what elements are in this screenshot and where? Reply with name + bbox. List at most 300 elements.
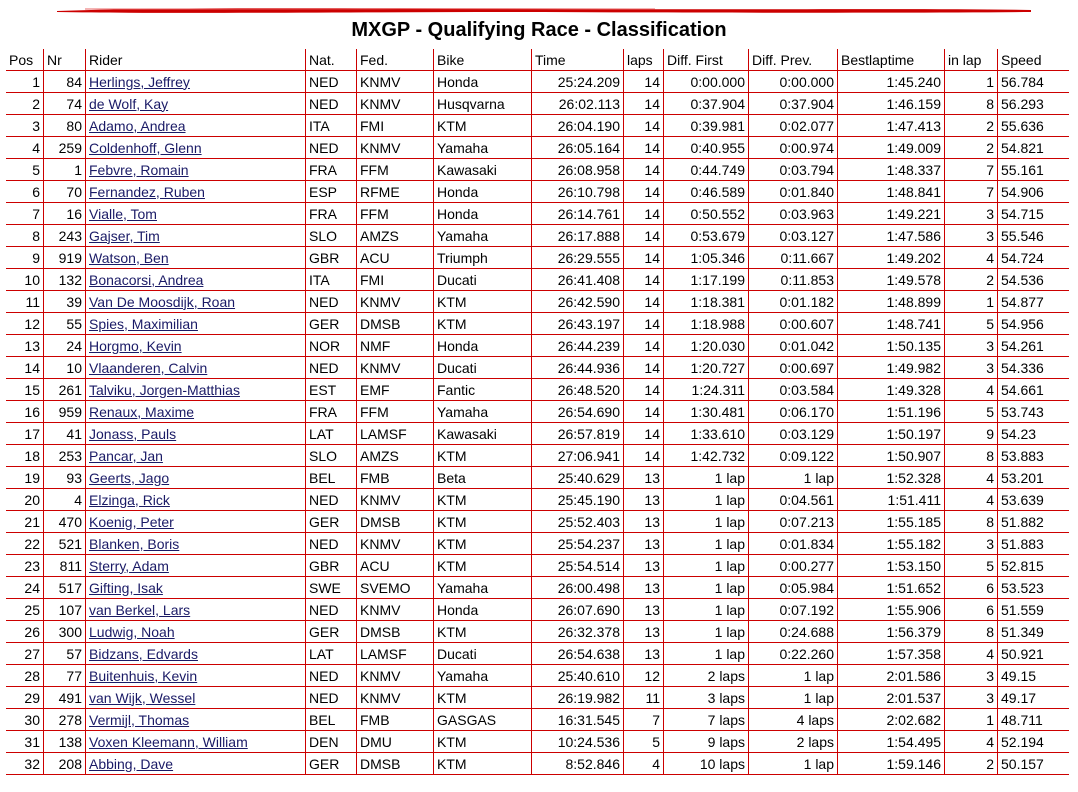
cell-speed: 55.161 (998, 159, 1069, 181)
cell-nat: BEL (306, 467, 357, 489)
column-header-time: Time (532, 49, 624, 71)
cell-nat: GER (306, 621, 357, 643)
cell-bestlaptime: 1:49.982 (838, 357, 945, 379)
cell-time: 25:45.190 (532, 489, 624, 511)
cell-bike: Triumph (434, 247, 532, 269)
cell-speed: 55.546 (998, 225, 1069, 247)
cell-rider (86, 71, 306, 93)
cell-bike: KTM (434, 511, 532, 533)
cell-in-lap: 7 (945, 181, 998, 203)
cell-diff-first: 0:39.981 (664, 115, 749, 137)
rider-link[interactable]: Ludwig, Noah (89, 623, 175, 640)
cell-bestlaptime: 1:47.586 (838, 225, 945, 247)
rider-link[interactable]: Renaux, Maxime (89, 403, 195, 420)
column-header-laps: laps (624, 49, 664, 71)
table-row (6, 599, 1069, 621)
cell-bestlaptime: 1:47.413 (838, 115, 945, 137)
cell-time: 25:24.209 (532, 71, 624, 93)
cell-laps: 14 (624, 379, 664, 401)
cell-time: 26:41.408 (532, 269, 624, 291)
cell-fed: FFM (357, 159, 434, 181)
cell-nat: LAT (306, 643, 357, 665)
cell-diff-first: 1 lap (664, 467, 749, 489)
rider-link[interactable]: Fernandez, Ruben (89, 183, 205, 200)
cell-bike: Kawasaki (434, 423, 532, 445)
rider-link[interactable]: Coldenhoff, Glenn (89, 139, 202, 156)
cell-diff-first: 1:18.381 (664, 291, 749, 313)
cell-diff-prev: 0:37.904 (749, 93, 838, 115)
cell-rider (86, 269, 306, 291)
cell-diff-prev: 0:03.584 (749, 379, 838, 401)
cell-diff-prev: 0:00.000 (749, 71, 838, 93)
cell-bike: Yamaha (434, 401, 532, 423)
cell-pos: 9 (6, 247, 44, 269)
cell-laps: 14 (624, 335, 664, 357)
cell-laps: 14 (624, 181, 664, 203)
cell-diff-first: 1 lap (664, 599, 749, 621)
cell-nr: 39 (44, 291, 86, 313)
cell-bike: Husqvarna (434, 93, 532, 115)
cell-speed: 55.636 (998, 115, 1069, 137)
rider-link[interactable]: Gajser, Tim (89, 227, 160, 244)
rider-link[interactable]: Vialle, Tom (89, 205, 157, 222)
cell-in-lap: 4 (945, 247, 998, 269)
cell-laps: 14 (624, 203, 664, 225)
cell-nat: NED (306, 687, 357, 709)
cell-pos: 1 (6, 71, 44, 93)
rider-link[interactable]: van Berkel, Lars (89, 601, 191, 618)
cell-nat: NED (306, 137, 357, 159)
cell-nat: FRA (306, 159, 357, 181)
cell-rider (86, 555, 306, 577)
table-row (6, 269, 1069, 291)
cell-rider (86, 137, 306, 159)
cell-rider (86, 401, 306, 423)
cell-diff-first: 7 laps (664, 709, 749, 731)
cell-bestlaptime: 1:45.240 (838, 71, 945, 93)
cell-time: 26:32.378 (532, 621, 624, 643)
cell-diff-first: 0:53.679 (664, 225, 749, 247)
cell-fed: AMZS (357, 225, 434, 247)
cell-time: 25:40.610 (532, 665, 624, 687)
column-header-fed: Fed. (357, 49, 434, 71)
cell-rider (86, 533, 306, 555)
cell-fed: KNMV (357, 665, 434, 687)
cell-time: 26:00.498 (532, 577, 624, 599)
cell-pos: 7 (6, 203, 44, 225)
cell-bestlaptime: 1:50.135 (838, 335, 945, 357)
cell-nr: 4 (44, 489, 86, 511)
rider-link[interactable]: Elzinga, Rick (89, 491, 170, 508)
rider-link[interactable]: Voxen Kleemann, William (89, 733, 248, 750)
cell-nr: 208 (44, 753, 86, 775)
cell-pos: 13 (6, 335, 44, 357)
cell-bike: KTM (434, 731, 532, 753)
cell-nr: 57 (44, 643, 86, 665)
cell-fed: DMSB (357, 753, 434, 775)
cell-laps: 13 (624, 467, 664, 489)
cell-fed: FMI (357, 269, 434, 291)
cell-fed: DMSB (357, 621, 434, 643)
cell-pos: 32 (6, 753, 44, 775)
cell-nat: NED (306, 291, 357, 313)
cell-diff-first: 1 lap (664, 643, 749, 665)
cell-rider (86, 753, 306, 775)
cell-bestlaptime: 1:48.741 (838, 313, 945, 335)
cell-laps: 12 (624, 665, 664, 687)
cell-bestlaptime: 1:49.578 (838, 269, 945, 291)
cell-time: 26:05.164 (532, 137, 624, 159)
cell-diff-first: 0:00.000 (664, 71, 749, 93)
cell-diff-prev: 0:11.667 (749, 247, 838, 269)
cell-laps: 14 (624, 269, 664, 291)
cell-nat: NED (306, 71, 357, 93)
cell-laps: 14 (624, 313, 664, 335)
cell-nr: 107 (44, 599, 86, 621)
cell-in-lap: 5 (945, 313, 998, 335)
rider-link[interactable]: Blanken, Boris (89, 535, 180, 552)
rider-link[interactable]: Adamo, Andrea (89, 117, 186, 134)
cell-rider (86, 93, 306, 115)
cell-diff-prev: 0:00.277 (749, 555, 838, 577)
cell-bestlaptime: 1:48.841 (838, 181, 945, 203)
cell-pos: 26 (6, 621, 44, 643)
cell-bike: Yamaha (434, 137, 532, 159)
cell-rider (86, 489, 306, 511)
rider-link[interactable]: Spies, Maximilian (89, 315, 198, 332)
rider-link[interactable]: Herlings, Jeffrey (89, 73, 190, 90)
rider-link[interactable]: Vermijl, Thomas (89, 711, 190, 728)
cell-laps: 14 (624, 357, 664, 379)
cell-diff-first: 1:18.988 (664, 313, 749, 335)
cell-in-lap: 2 (945, 753, 998, 775)
cell-bike: KTM (434, 753, 532, 775)
cell-diff-first: 0:37.904 (664, 93, 749, 115)
cell-nr: 517 (44, 577, 86, 599)
cell-diff-prev: 0:01.834 (749, 533, 838, 555)
cell-rider (86, 467, 306, 489)
cell-laps: 13 (624, 533, 664, 555)
cell-laps: 14 (624, 247, 664, 269)
cell-nr: 77 (44, 665, 86, 687)
classification-table (6, 49, 1069, 775)
cell-nr: 16 (44, 203, 86, 225)
cell-in-lap: 9 (945, 423, 998, 445)
cell-fed: KNMV (357, 71, 434, 93)
cell-time: 27:06.941 (532, 445, 624, 467)
cell-laps: 5 (624, 731, 664, 753)
rider-link[interactable]: van Wijk, Wessel (89, 689, 196, 706)
cell-bestlaptime: 1:48.899 (838, 291, 945, 313)
cell-time: 26:42.590 (532, 291, 624, 313)
cell-time: 26:29.555 (532, 247, 624, 269)
rider-link[interactable]: Buitenhuis, Kevin (89, 667, 198, 684)
cell-speed: 53.883 (998, 445, 1069, 467)
cell-in-lap: 8 (945, 445, 998, 467)
cell-pos: 3 (6, 115, 44, 137)
page-title: MXGP - Qualifying Race - Classification (351, 19, 727, 41)
cell-time: 26:44.936 (532, 357, 624, 379)
cell-bestlaptime: 2:02.682 (838, 709, 945, 731)
cell-in-lap: 6 (945, 577, 998, 599)
table-row (6, 753, 1069, 775)
rider-link[interactable]: Van De Moosdijk, Roan (89, 293, 236, 310)
cell-bestlaptime: 1:50.197 (838, 423, 945, 445)
table-row (6, 467, 1069, 489)
cell-fed: EMF (357, 379, 434, 401)
cell-diff-prev: 0:04.561 (749, 489, 838, 511)
cell-nat: NED (306, 533, 357, 555)
cell-speed: 54.536 (998, 269, 1069, 291)
rider-link[interactable]: Gifting, Isak (89, 579, 163, 596)
cell-diff-first: 1:20.030 (664, 335, 749, 357)
cell-speed: 52.815 (998, 555, 1069, 577)
column-header-diff-prev: Diff. Prev. (749, 49, 838, 71)
cell-in-lap: 6 (945, 599, 998, 621)
table-row (6, 335, 1069, 357)
cell-time: 26:14.761 (532, 203, 624, 225)
cell-nat: SLO (306, 445, 357, 467)
cell-bestlaptime: 1:49.202 (838, 247, 945, 269)
cell-nr: 259 (44, 137, 86, 159)
cell-pos: 25 (6, 599, 44, 621)
rider-link[interactable]: Vlaanderen, Calvin (89, 359, 208, 376)
cell-time: 26:44.239 (532, 335, 624, 357)
column-header-bestlaptime: Bestlaptime (838, 49, 945, 71)
cell-laps: 13 (624, 577, 664, 599)
cell-nr: 811 (44, 555, 86, 577)
cell-speed: 54.715 (998, 203, 1069, 225)
column-header-nat: Nat. (306, 49, 357, 71)
cell-diff-prev: 0:03.127 (749, 225, 838, 247)
rider-link[interactable]: Talviku, Jorgen-Matthias (89, 381, 240, 398)
cell-rider (86, 423, 306, 445)
cell-bestlaptime: 1:53.150 (838, 555, 945, 577)
cell-fed: LAMSF (357, 643, 434, 665)
cell-pos: 23 (6, 555, 44, 577)
cell-time: 8:52.846 (532, 753, 624, 775)
cell-laps: 14 (624, 159, 664, 181)
cell-time: 26:17.888 (532, 225, 624, 247)
rider-link[interactable]: Horgmo, Kevin (89, 337, 182, 354)
cell-rider (86, 445, 306, 467)
cell-speed: 54.821 (998, 137, 1069, 159)
rider-link[interactable]: Bonacorsi, Andrea (89, 271, 204, 288)
cell-bike: Honda (434, 599, 532, 621)
cell-fed: FMI (357, 115, 434, 137)
cell-laps: 13 (624, 621, 664, 643)
cell-diff-prev: 0:00.607 (749, 313, 838, 335)
cell-bike: Honda (434, 71, 532, 93)
cell-in-lap: 7 (945, 159, 998, 181)
cell-diff-first: 0:46.589 (664, 181, 749, 203)
cell-nat: NED (306, 599, 357, 621)
cell-nat: BEL (306, 709, 357, 731)
cell-nr: 10 (44, 357, 86, 379)
rider-link[interactable]: Abbing, Dave (89, 755, 174, 772)
cell-diff-first: 1 lap (664, 577, 749, 599)
cell-time: 16:31.545 (532, 709, 624, 731)
cell-fed: FFM (357, 401, 434, 423)
cell-diff-first: 0:44.749 (664, 159, 749, 181)
cell-bike: KTM (434, 313, 532, 335)
cell-laps: 14 (624, 115, 664, 137)
cell-speed: 54.724 (998, 247, 1069, 269)
cell-rider (86, 357, 306, 379)
cell-nat: NED (306, 357, 357, 379)
cell-diff-prev: 4 laps (749, 709, 838, 731)
table-row (6, 115, 1069, 137)
cell-nat: GER (306, 753, 357, 775)
cell-pos: 21 (6, 511, 44, 533)
cell-diff-first: 0:40.955 (664, 137, 749, 159)
cell-diff-prev: 0:06.170 (749, 401, 838, 423)
cell-laps: 14 (624, 423, 664, 445)
cell-speed: 51.349 (998, 621, 1069, 643)
cell-bestlaptime: 1:56.379 (838, 621, 945, 643)
cell-rider (86, 225, 306, 247)
cell-in-lap: 4 (945, 489, 998, 511)
cell-pos: 8 (6, 225, 44, 247)
cell-nr: 959 (44, 401, 86, 423)
cell-bestlaptime: 1:50.907 (838, 445, 945, 467)
cell-diff-prev: 0:03.963 (749, 203, 838, 225)
cell-time: 26:48.520 (532, 379, 624, 401)
cell-speed: 52.194 (998, 731, 1069, 753)
cell-pos: 27 (6, 643, 44, 665)
cell-time: 26:54.638 (532, 643, 624, 665)
cell-bestlaptime: 1:55.906 (838, 599, 945, 621)
cell-bike: Honda (434, 181, 532, 203)
rider-link[interactable]: Pancar, Jan (89, 447, 163, 464)
cell-speed: 48.711 (998, 709, 1069, 731)
cell-fed: KNMV (357, 489, 434, 511)
cell-laps: 14 (624, 137, 664, 159)
cell-diff-first: 1 lap (664, 533, 749, 555)
cell-fed: KNMV (357, 687, 434, 709)
cell-nat: ITA (306, 115, 357, 137)
cell-bestlaptime: 1:49.009 (838, 137, 945, 159)
cell-time: 26:02.113 (532, 93, 624, 115)
cell-pos: 28 (6, 665, 44, 687)
cell-rider (86, 379, 306, 401)
cell-diff-first: 1 lap (664, 621, 749, 643)
rider-link[interactable]: Sterry, Adam (89, 557, 169, 574)
cell-laps: 11 (624, 687, 664, 709)
table-row (6, 93, 1069, 115)
cell-in-lap: 8 (945, 93, 998, 115)
cell-nr: 300 (44, 621, 86, 643)
rider-link[interactable]: de Wolf, Kay (89, 95, 169, 112)
cell-pos: 4 (6, 137, 44, 159)
cell-fed: KNMV (357, 357, 434, 379)
cell-bike: Yamaha (434, 665, 532, 687)
cell-pos: 11 (6, 291, 44, 313)
cell-laps: 14 (624, 93, 664, 115)
cell-speed: 54.336 (998, 357, 1069, 379)
cell-diff-prev: 0:03.794 (749, 159, 838, 181)
cell-laps: 14 (624, 445, 664, 467)
header-brush-stroke (55, 6, 1033, 14)
cell-nat: ESP (306, 181, 357, 203)
rider-link[interactable]: Koenig, Peter (89, 513, 174, 530)
cell-diff-first: 3 laps (664, 687, 749, 709)
table-row (6, 379, 1069, 401)
cell-bike: Fantic (434, 379, 532, 401)
cell-nr: 93 (44, 467, 86, 489)
cell-nr: 55 (44, 313, 86, 335)
cell-time: 26:07.690 (532, 599, 624, 621)
cell-bestlaptime: 2:01.586 (838, 665, 945, 687)
table-row (6, 313, 1069, 335)
table-row (6, 203, 1069, 225)
cell-speed: 54.956 (998, 313, 1069, 335)
cell-nr: 919 (44, 247, 86, 269)
cell-rider (86, 643, 306, 665)
cell-fed: KNMV (357, 533, 434, 555)
cell-bestlaptime: 1:49.328 (838, 379, 945, 401)
cell-in-lap: 2 (945, 269, 998, 291)
cell-nat: SWE (306, 577, 357, 599)
cell-speed: 50.157 (998, 753, 1069, 775)
cell-bike: KTM (434, 533, 532, 555)
cell-rider (86, 731, 306, 753)
cell-speed: 49.15 (998, 665, 1069, 687)
cell-diff-prev: 0:11.853 (749, 269, 838, 291)
cell-pos: 14 (6, 357, 44, 379)
cell-diff-prev: 0:22.260 (749, 643, 838, 665)
cell-in-lap: 4 (945, 731, 998, 753)
cell-speed: 51.559 (998, 599, 1069, 621)
rider-link[interactable]: Watson, Ben (89, 249, 169, 266)
rider-link[interactable]: Jonass, Pauls (89, 425, 177, 442)
cell-in-lap: 3 (945, 225, 998, 247)
cell-time: 26:10.798 (532, 181, 624, 203)
rider-link[interactable]: Geerts, Jago (89, 469, 170, 486)
cell-diff-prev: 0:00.697 (749, 357, 838, 379)
cell-bike: GASGAS (434, 709, 532, 731)
cell-nr: 24 (44, 335, 86, 357)
cell-nat: GBR (306, 555, 357, 577)
cell-in-lap: 5 (945, 555, 998, 577)
cell-speed: 53.523 (998, 577, 1069, 599)
cell-pos: 20 (6, 489, 44, 511)
cell-diff-prev: 0:24.688 (749, 621, 838, 643)
cell-bestlaptime: 1:59.146 (838, 753, 945, 775)
cell-speed: 53.743 (998, 401, 1069, 423)
table-row (6, 445, 1069, 467)
cell-rider (86, 335, 306, 357)
cell-nat: SLO (306, 225, 357, 247)
cell-bestlaptime: 1:54.495 (838, 731, 945, 753)
table-row (6, 489, 1069, 511)
cell-nr: 521 (44, 533, 86, 555)
cell-fed: DMSB (357, 511, 434, 533)
cell-diff-prev: 0:01.182 (749, 291, 838, 313)
cell-in-lap: 3 (945, 665, 998, 687)
table-row (6, 687, 1069, 709)
cell-bestlaptime: 1:51.411 (838, 489, 945, 511)
cell-in-lap: 1 (945, 71, 998, 93)
cell-rider (86, 709, 306, 731)
cell-bike: Kawasaki (434, 159, 532, 181)
cell-nr: 80 (44, 115, 86, 137)
cell-laps: 7 (624, 709, 664, 731)
rider-link[interactable]: Febvre, Romain (89, 161, 189, 178)
cell-in-lap: 3 (945, 687, 998, 709)
rider-link[interactable]: Bidzans, Edvards (89, 645, 198, 662)
table-row (6, 731, 1069, 753)
